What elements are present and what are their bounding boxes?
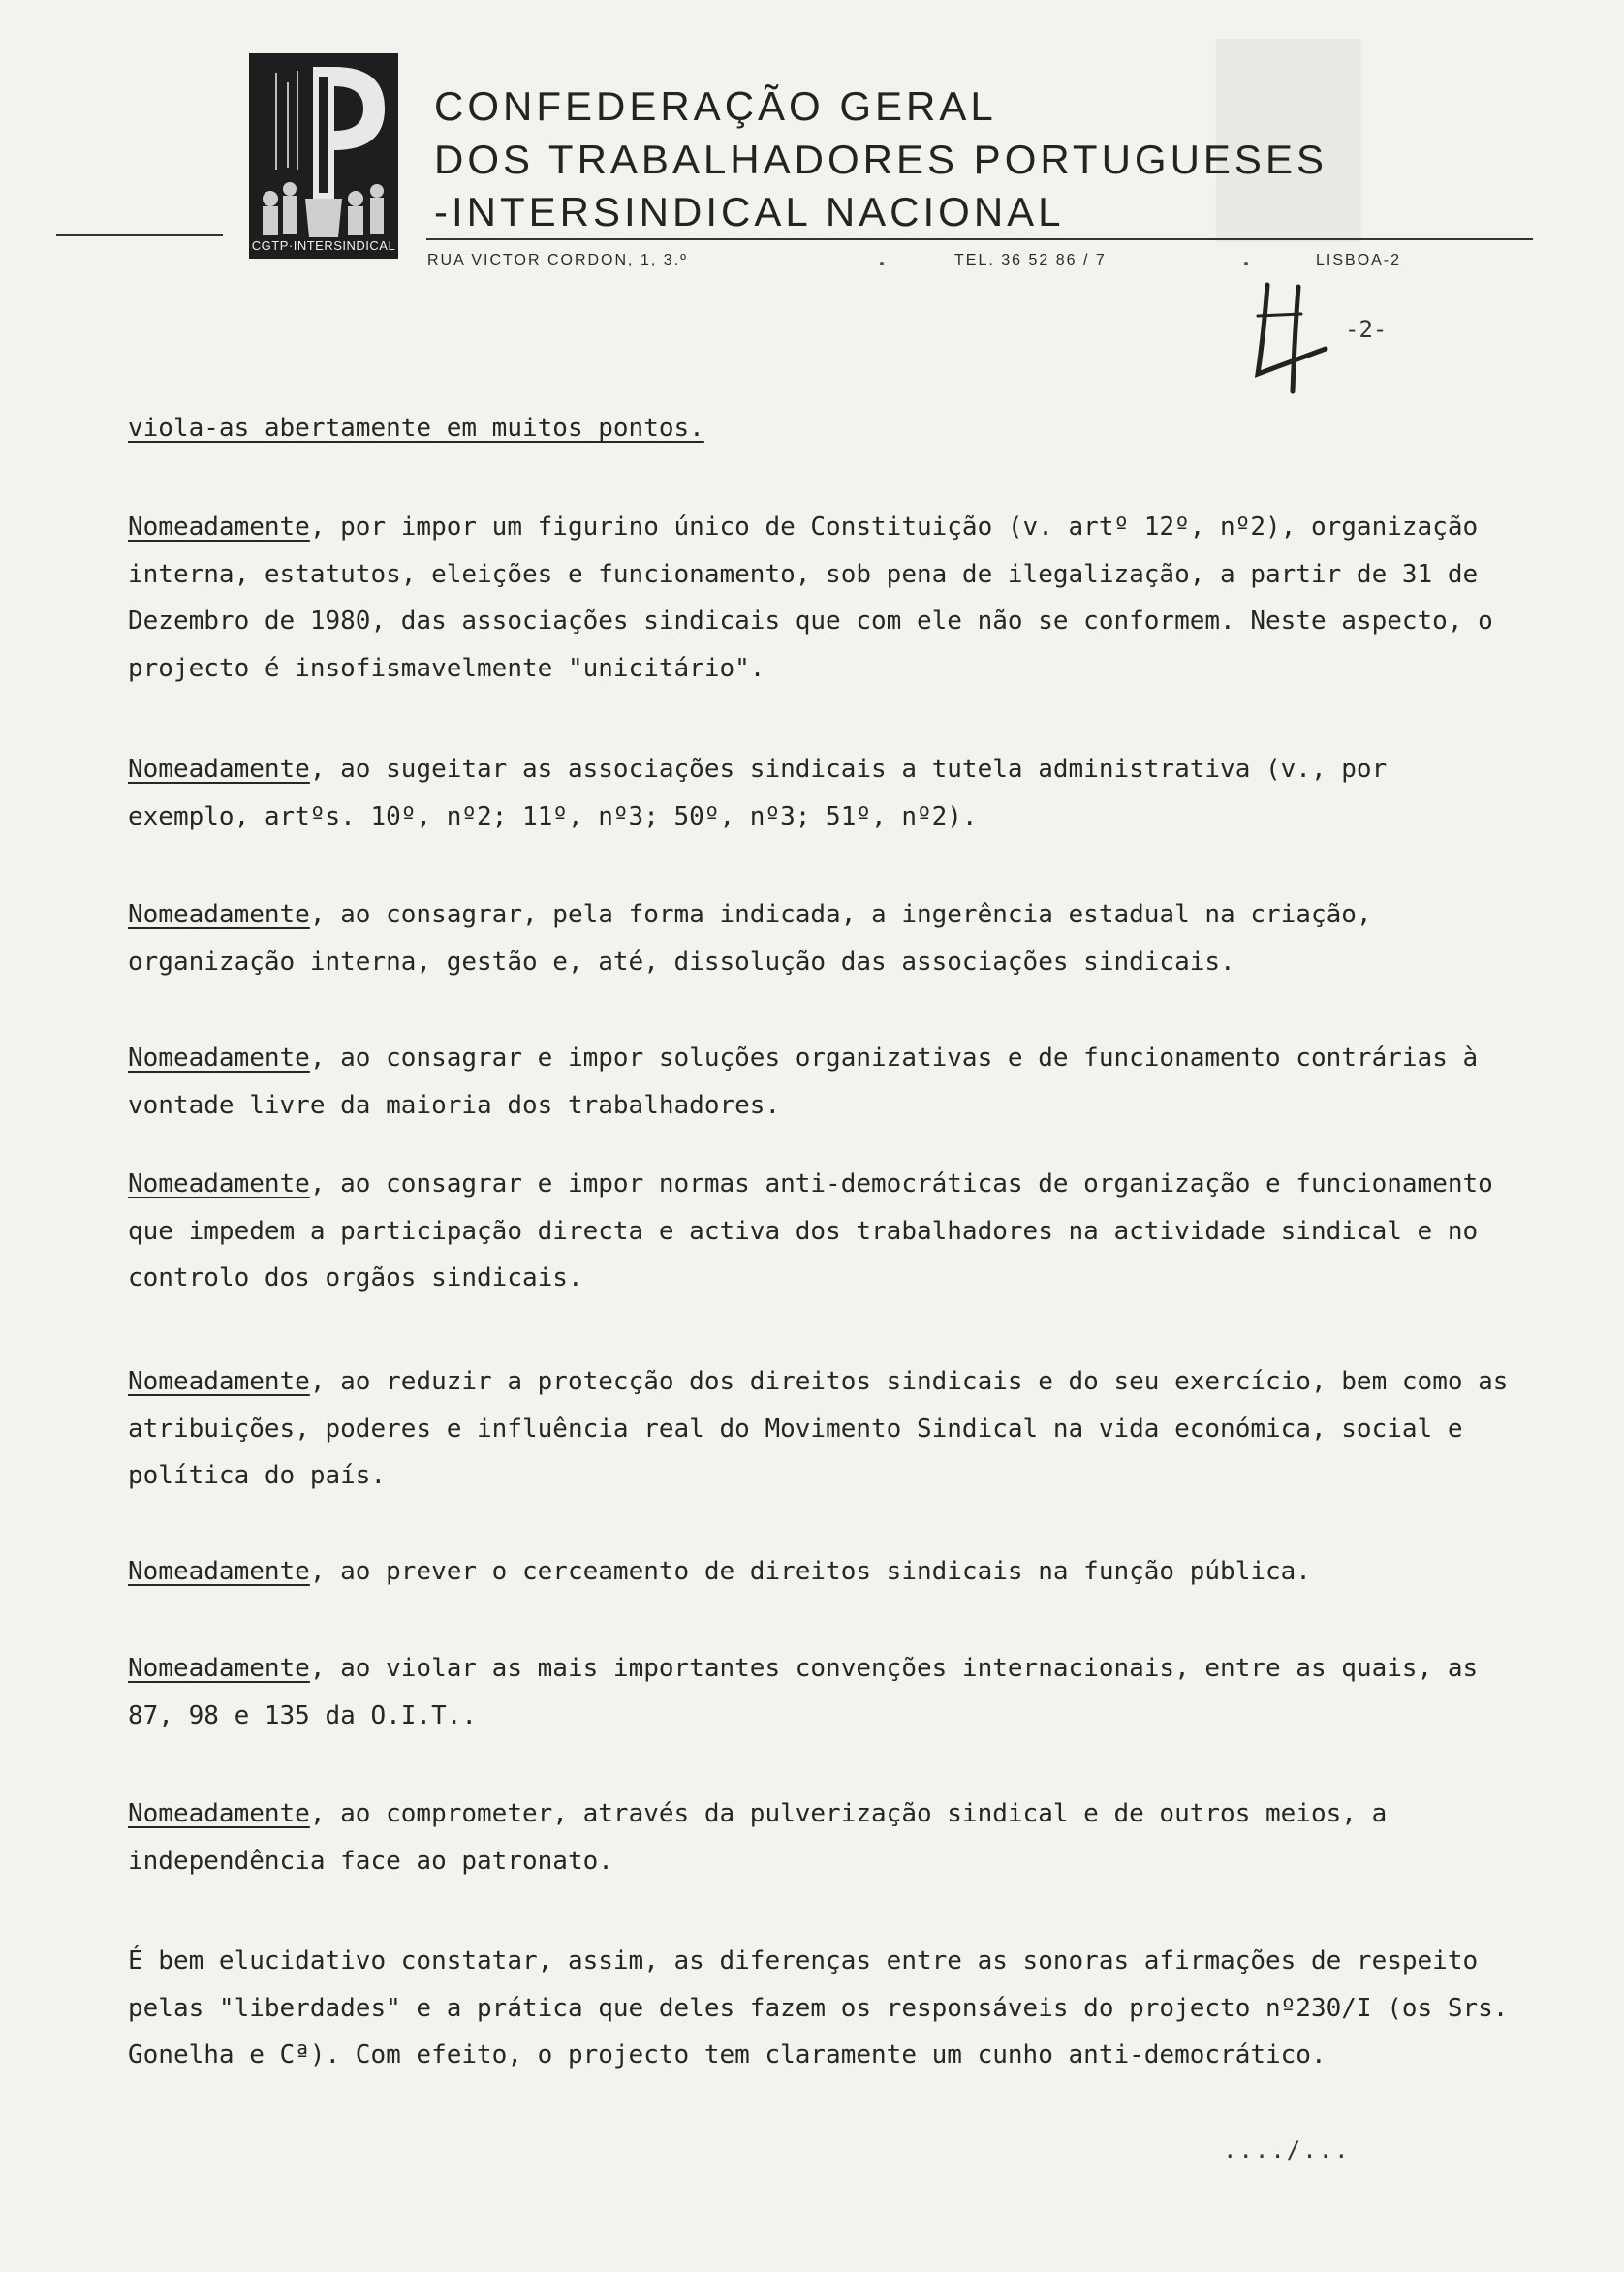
paragraph-lead: Nomeadamente (128, 1654, 310, 1683)
paragraph-text: , ao sugeitar as associações sindicais a tutela administrativa (v., por exemplo, artºs. 10º, nº2; 11º, nº3; 50º, nº3; 51º, nº2). (128, 755, 1388, 831)
phone: TEL. 36 52 86 / 7 (954, 252, 1107, 268)
separator-dot (880, 262, 884, 265)
paragraph (128, 1035, 1523, 1129)
paragraph-lead: Nomeadamente (128, 1367, 310, 1396)
org-name-line1: CONFEDERAÇÃO GERAL (434, 83, 997, 129)
paragraph-text: viola-as abertamente em muitos pontos. (128, 414, 704, 443)
cgtp-logo (249, 53, 398, 259)
paragraph-text: , ao comprometer, através da pulverização sindical e de outros meios, a independência face ao patronato. (128, 1799, 1388, 1876)
paragraph (128, 1790, 1523, 1884)
paragraph-lead: Nomeadamente (128, 1043, 310, 1073)
paragraph-text: , ao consagrar, pela forma indicada, a ingerência estadual na criação, organização interna, gestão e, até, dissolução das associações sindicais. (128, 900, 1372, 977)
paragraph (128, 1548, 1523, 1596)
org-name-line2: DOS TRABALHADORES PORTUGUESES (434, 137, 1327, 182)
paragraph (128, 1358, 1523, 1500)
continuation-mark: ..../... (1223, 2136, 1351, 2163)
body-text (128, 405, 1523, 452)
separator-dot (1244, 262, 1248, 265)
page-number: -2- (1345, 316, 1388, 343)
handwritten-mark-icon (1229, 277, 1345, 403)
paragraph-lead: Nomeadamente (128, 513, 310, 542)
paragraph-lead: Nomeadamente (128, 900, 310, 929)
address: RUA VICTOR CORDON, 1, 3.º (427, 252, 688, 268)
paragraph-text: , ao consagrar e impor normas anti-democráticas de organização e funcionamento que impedem a participação directa e activa dos trabalhadores na actividade sindical e no controlo dos orgãos sindicais. (128, 1169, 1493, 1292)
paragraph-text: , ao violar as mais importantes convenções internacionais, entre as quais, as 87, 98 e 135 da O.I.T.. (128, 1654, 1479, 1730)
paragraph (128, 405, 1523, 452)
paragraph-lead: Nomeadamente (128, 1799, 310, 1828)
paragraph-text: , ao consagrar e impor soluções organizativas e de funcionamento contrárias à vontade livre da maioria dos trabalhadores. (128, 1043, 1479, 1120)
paragraph-lead: Nomeadamente (128, 755, 310, 784)
header-rule-right (426, 238, 1533, 240)
logo-caption: CGTP·INTERSINDICAL (251, 238, 396, 253)
paragraph (128, 891, 1523, 985)
paragraph (128, 1938, 1523, 2079)
paragraph (128, 746, 1523, 840)
org-name-line3: -INTERSINDICAL NACIONAL (434, 189, 1065, 234)
city: LISBOA-2 (1316, 252, 1402, 268)
paragraph (128, 1161, 1523, 1302)
paragraph (128, 504, 1523, 692)
paragraph-text: , ao prever o cerceamento de direitos sindicais na função pública. (309, 1557, 1311, 1586)
paragraph-lead: Nomeadamente (128, 1557, 310, 1586)
logo-emblem-icon (249, 53, 398, 259)
header-rule-left (56, 234, 223, 236)
paragraph-text: É bem elucidativo constatar, assim, as diferenças entre as sonoras afirmações de respeito pelas "liberdades" e a prática que deles fazem os responsáveis do projecto nº230/I (os Srs. Gonelha e Cª). Com efeito, o projecto tem claramente um cunho anti-democrático. (128, 1946, 1509, 2070)
paragraph-text: , ao reduzir a protecção dos direitos sindicais e do seu exercício, bem como as atribuições, poderes e influência real do Movimento Sindical na vida económica, social e política do país. (128, 1367, 1509, 1490)
paragraph-lead: Nomeadamente (128, 1169, 310, 1198)
paragraph-text: , por impor um figurino único de Constituição (v. artº 12º, nº2), organização interna, estatutos, eleições e funcionamento, sob pena de ilegalização, a partir de 31 de Dezembro de 1980, das associações sindicais que com ele não se conformem. Neste aspecto, o projecto é insofismavelmente "unicitário". (128, 513, 1493, 683)
paragraph (128, 1645, 1523, 1739)
